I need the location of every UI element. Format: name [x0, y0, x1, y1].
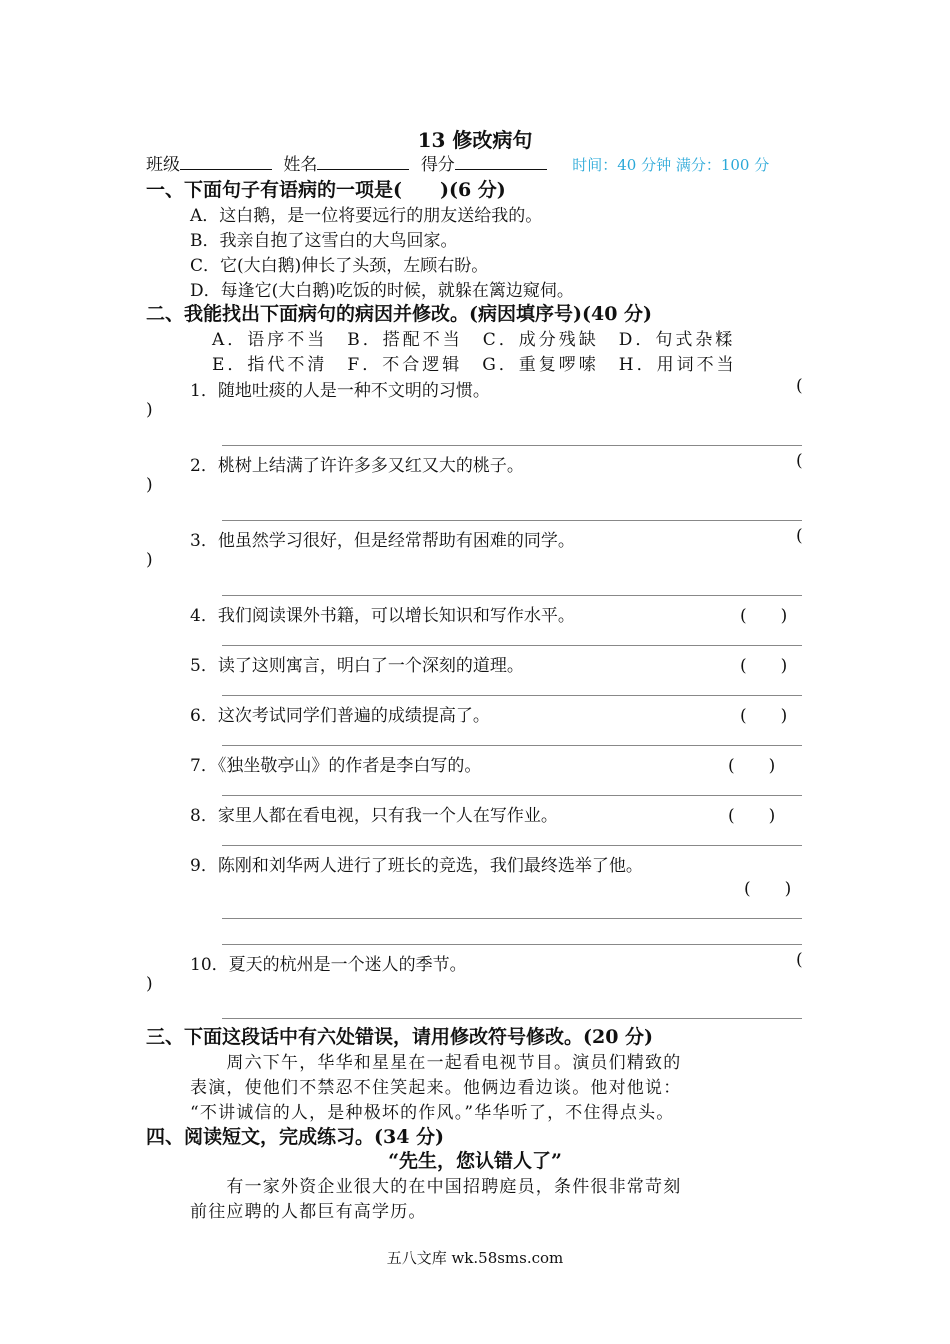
question-10: 10．夏天的杭州是一个迷人的季节。	[190, 955, 467, 975]
footer-watermark: 五八文库 wk.58sms.com	[386, 1249, 564, 1267]
answer-paren-close-3: )	[146, 550, 153, 570]
answer-line-1[interactable]	[222, 445, 802, 446]
story-line-2: 前往应聘的人都巨有高学历。	[190, 1202, 427, 1222]
question-9: 9．陈刚和刘华两人进行了班长的竞选，我们最终选举了他。	[190, 856, 643, 876]
section2-heading: 二、我能找出下面病句的病因并修改。(病因填序号)(40 分)	[146, 303, 653, 325]
question-5: 5．读了这则寓言，明白了一个深刻的道理。	[190, 656, 524, 676]
option-a: A．这白鹅，是一位将要远行的朋友送给我的。	[190, 206, 543, 226]
option-c: C．它(大白鹅)伸长了头颈，左顾右盼。	[190, 256, 489, 276]
answer-paren-9[interactable]: ( )	[744, 879, 792, 899]
question-4: 4．我们阅读课外书籍，可以增长知识和写作水平。	[190, 606, 575, 626]
paragraph-line-2: 表演，使他们不禁忍不住笑起来。他俩边看边谈。他对他说：	[190, 1078, 682, 1098]
page-title: 13 修改病句	[417, 128, 533, 152]
question-2: 2．桃树上结满了许许多多又红又大的桃子。	[190, 456, 524, 476]
answer-line-3[interactable]	[222, 595, 802, 596]
answer-line-10[interactable]	[222, 1018, 802, 1019]
answer-paren-8[interactable]: ( )	[728, 806, 776, 826]
name-blank	[317, 153, 409, 170]
answer-paren-5[interactable]: ( )	[740, 656, 788, 676]
answer-paren-close-10: )	[146, 974, 153, 994]
answer-paren-open-1: (	[796, 376, 803, 396]
question-8: 8．家里人都在看电视，只有我一个人在写作业。	[190, 806, 558, 826]
answer-line-8[interactable]	[222, 845, 802, 846]
question-6: 6．这次考试同学们普遍的成绩提高了。	[190, 706, 490, 726]
option-b: B．我亲自抱了这雪白的大鸟回家。	[190, 231, 458, 251]
answer-line-9a[interactable]	[222, 918, 802, 919]
class-blank	[180, 153, 272, 170]
answer-line-5[interactable]	[222, 695, 802, 696]
answer-line-9b[interactable]	[222, 944, 802, 945]
error-types-row1: A．语序不当 B．搭配不当 C．成分残缺 D．句式杂糅	[212, 330, 736, 350]
question-7: 7．《独坐敬亭山》的作者是李白写的。	[190, 756, 482, 776]
question-3: 3．他虽然学习很好，但是经常帮助有困难的同学。	[190, 531, 575, 551]
answer-paren-7[interactable]: ( )	[728, 756, 776, 776]
class-label: 班级	[146, 155, 180, 175]
story-line-1: 有一家外资企业很大的在中国招聘庭员，条件很非常苛刻	[190, 1177, 682, 1197]
answer-line-6[interactable]	[222, 745, 802, 746]
time-info: 时间：40 分钟 满分：100 分	[572, 156, 770, 174]
section1-heading: 一、下面句子有语病的一项是( )(6 分)	[146, 179, 506, 201]
answer-line-7[interactable]	[222, 795, 802, 796]
name-label: 姓名	[283, 155, 318, 175]
score-label: 得分	[420, 155, 455, 175]
answer-paren-close-1: )	[146, 400, 153, 420]
paragraph-line-3: “不讲诚信的人，是种极坏的作风。”华华听了，不住得点头。	[190, 1103, 675, 1123]
answer-paren-open-10: (	[796, 950, 803, 970]
answer-paren-6[interactable]: ( )	[740, 706, 788, 726]
question-1: 1．随地吐痰的人是一种不文明的习惯。	[190, 381, 490, 401]
answer-paren-close-2: )	[146, 475, 153, 495]
answer-paren-open-2: (	[796, 451, 803, 471]
section3-heading: 三、下面这段话中有六处错误，请用修改符号修改。(20 分)	[146, 1026, 654, 1048]
paragraph-line-1: 周六下午，华华和星星在一起看电视节目。演员们精致的	[190, 1053, 682, 1073]
answer-line-4[interactable]	[222, 645, 802, 646]
answer-paren-4[interactable]: ( )	[740, 606, 788, 626]
student-info-row	[146, 150, 769, 175]
section4-heading: 四、阅读短文，完成练习。(34 分)	[146, 1126, 445, 1148]
answer-paren-open-3: (	[796, 526, 803, 546]
error-types-row2: E．指代不清 F．不合逻辑 G．重复啰嗦 H．用词不当	[212, 355, 737, 375]
answer-line-2[interactable]	[222, 520, 802, 521]
option-d: D．每逢它(大白鹅)吃饭的时候，就躲在篱边窥伺。	[190, 281, 574, 301]
score-blank	[455, 153, 547, 170]
story-title: “先生，您认错人了”	[388, 1150, 562, 1172]
